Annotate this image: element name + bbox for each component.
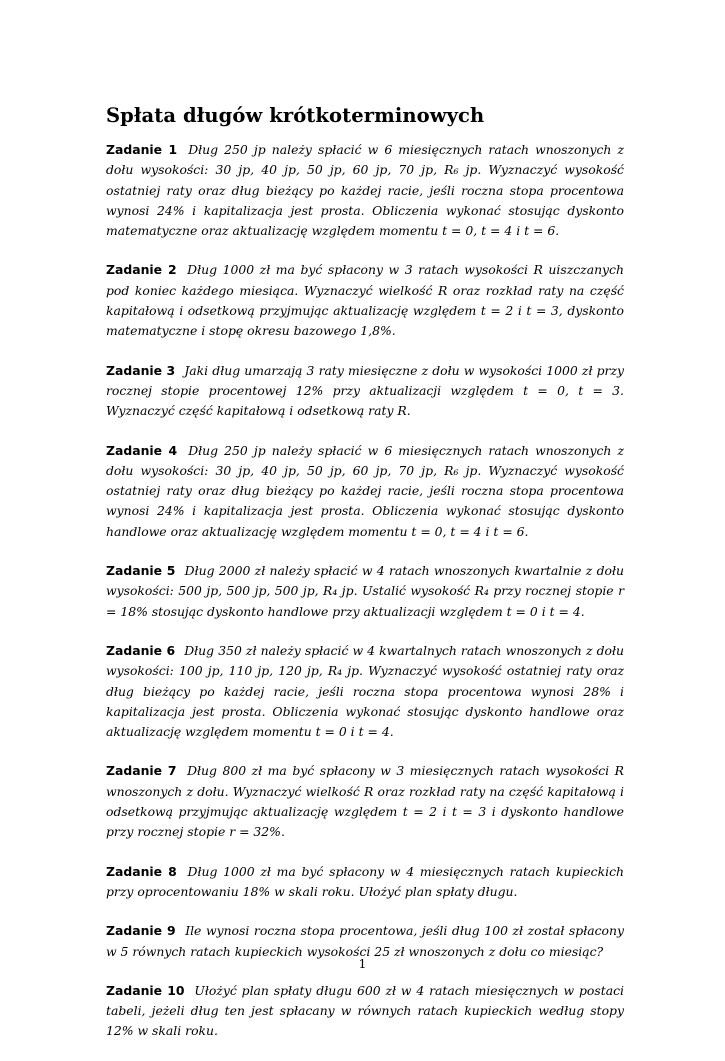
task-label: Zadanie 10 xyxy=(106,982,185,998)
task-label: Zadanie 8 xyxy=(106,863,177,879)
task-text: Dług 800 zł ma być spłacony w 3 miesięcznych ratach wysokości R wnoszonych z dołu. Wyznaczyć wielkość R oraz rozkład raty na część kapitałową i odsetkową przyjmując aktualizację względem t = 2 i t = 3 i dyskonto handlowe przy rocznej stopie r = 32%. xyxy=(106,763,624,840)
task-text: Dług 350 zł należy spłacić w 4 kwartalnych ratach wnoszonych z dołu wysokości: 100 jp, 110 jp, 120 jp, R₄ jp. Wyznaczyć wysokość ostatniej raty oraz dług bieżący po każdej racie, jeśli roczna stopa procentowa wynosi 28% i kapitalizacja jest prosta. Obliczenia wykonać stosując dyskonto handlowe oraz aktualizację względem momentu t = 0 i t = 4. xyxy=(106,642,624,740)
document-title: Spłata długów krótkoterminowych xyxy=(106,104,485,127)
task-5 xyxy=(106,561,624,622)
task-text: Dług 250 jp należy spłacić w 6 miesięcznych ratach wnoszonych z dołu wysokości: 30 jp, 40 jp, 50 jp, 60 jp, 70 jp, R₆ jp. Wyznaczyć wysokość ostatniej raty oraz dług bieżący po każdej racie, jeśli roczna stopa procentowa wynosi 24% i kapitalizacja jest prosta. Obliczenia wykonać stosując dyskonto matematyczne oraz aktualizację względem momentu t = 0, t = 4 i t = 6. xyxy=(106,142,624,239)
task-label: Zadanie 6 xyxy=(106,642,176,658)
task-label: Zadanie 5 xyxy=(106,563,176,579)
task-text: Dług 1000 zł ma być spłacony w 4 miesięcznych ratach kupieckich przy oprocentowaniu 18% w skali roku. Ułożyć plan spłaty długu. xyxy=(106,863,625,899)
task-text: Dług 2000 zł należy spłacić w 4 ratach wnoszonych kwartalnie z dołu wysokości: 500 jp, 500 jp, 500 jp, R₄ jp. Ustalić wysokość R₄ przy rocznej stopie r = 18% stosując dyskonto handlowe przy aktualizacji względem t = 0 i t = 4. xyxy=(106,563,624,619)
task-10 xyxy=(106,981,624,1042)
task-label: Zadanie 3 xyxy=(106,362,176,378)
task-4 xyxy=(106,441,624,542)
task-text: Jaki dług umarzają 3 raty miesięczne z dołu w wysokości 1000 zł przy rocznej stopie procentowej 12% przy aktualizacji względem t = 0, t = 3. Wyznaczyć część kapitałową i odsetkową raty R. xyxy=(106,362,624,419)
task-label: Zadanie 7 xyxy=(106,763,177,779)
task-8 xyxy=(106,862,624,903)
task-6 xyxy=(106,641,624,742)
task-text: Ile wynosi roczna stopa procentowa, jeśli dług 100 zł został spłacony w 5 równych ratach kupieckich wysokości 25 zł wnoszonych z dołu co miesiąc? xyxy=(106,923,625,959)
task-label: Zadanie 4 xyxy=(106,442,178,458)
task-label: Zadanie 9 xyxy=(106,923,176,939)
task-1 xyxy=(106,140,624,241)
page-number: 1 xyxy=(358,956,367,971)
task-label: Zadanie 1 xyxy=(106,142,178,157)
task-label: Zadanie 2 xyxy=(106,262,177,278)
task-2 xyxy=(106,260,624,341)
task-text: Dług 1000 zł ma być spłacony w 3 ratach wysokości R uiszczanych pod koniec każdego miesiąca. Wyznaczyć wielkość R oraz rozkład raty na część kapitałową i odsetkową przyjmując aktualizację względem t = 2 i t = 3, dyskonto matematyczne i stopę okresu bazowego 1,8%. xyxy=(106,262,624,339)
task-3 xyxy=(106,361,624,422)
task-7 xyxy=(106,761,624,842)
document-content xyxy=(106,104,624,1061)
task-text: Ułożyć plan spłaty długu 600 zł w 4 ratach miesięcznych w postaci tabeli, jeżeli dług ten jest spłacany w równych ratach kupieckich według stopy 12% w skali roku. xyxy=(106,982,624,1039)
task-text: Dług 250 jp należy spłacić w 6 miesięcznych ratach wnoszonych z dołu wysokości: 30 jp, 40 jp, 50 jp, 60 jp, 70 jp, R₆ jp. Wyznaczyć wysokość ostatniej raty oraz dług bieżący po każdej racie, jeśli roczna stopa procentowa wynosi 24% i kapitalizacja jest prosta. Obliczenia wykonać stosując dyskonto handlowe oraz aktualizację względem momentu t = 0, t = 4 i t = 6. xyxy=(106,442,624,539)
